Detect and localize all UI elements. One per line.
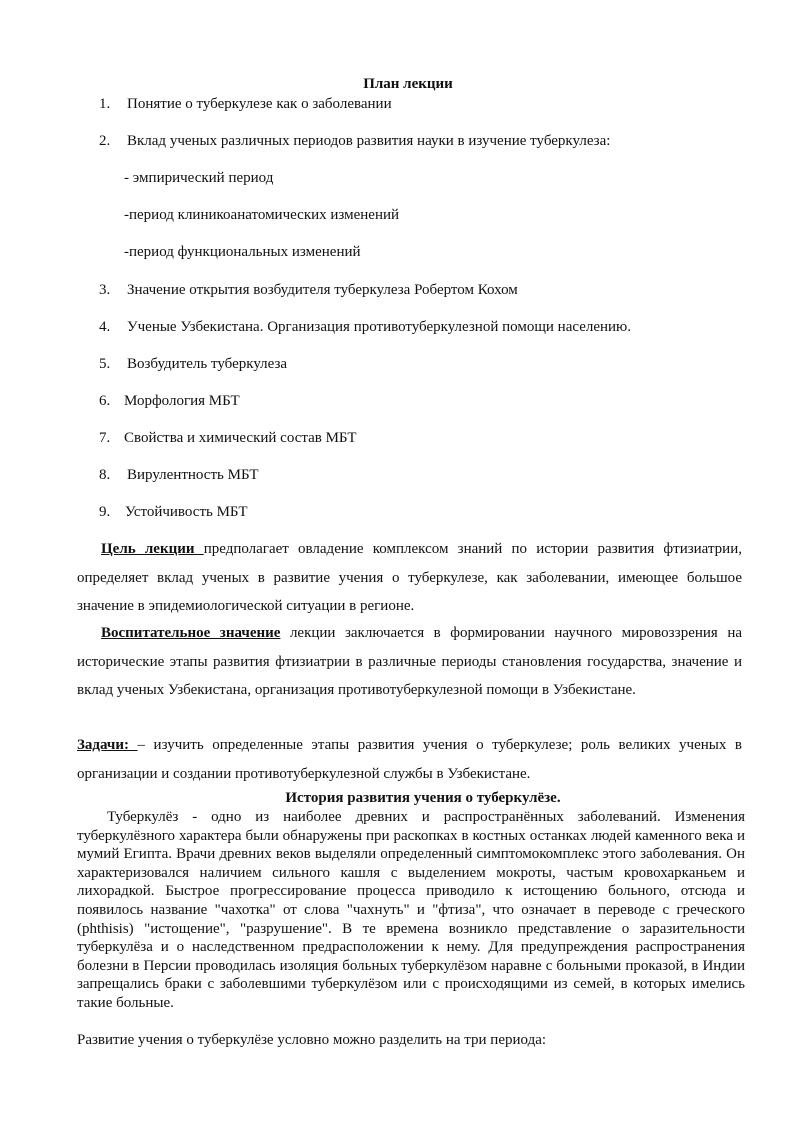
sub-item-empirical: - эмпирический период [124,170,274,186]
plan-item-7: 7. Свойства и химический состав МБТ [99,430,357,446]
sub-item-clinical: -период клиникоанатомических изменений [124,207,400,223]
plan-title: План лекции [363,76,453,92]
goal-paragraph: Цель лекции предполагает овладение комплексом знаний по истории развития фтизиатрии, определяет вклад ученых в развитие учения о туберкулезе, как заболевании, имеющее большое значение в эпидемиологической ситуации в регионе. [77,541,742,614]
goal-label: Цель лекции [101,541,204,557]
plan-item-3: 3. Значение открытия возбудителя туберкулеза Робертом Кохом [99,282,518,298]
history-title: История развития учения о туберкулёзе. [285,790,561,806]
plan-item-8: 8. Вирулентность МБТ [99,467,259,483]
plan-item-1: 1. Понятие о туберкулезе как о заболевании [99,96,392,112]
plan-item-9: 9. Устойчивость МБТ [99,504,248,520]
history-last-line: Развитие учения о туберкулёзе условно можно разделить на три периода: [77,1032,547,1048]
plan-item-2: 2. Вклад ученых различных периодов развития науки в изучение туберкулеза: [99,133,611,149]
history-paragraph: Туберкулёз - одно из наиболее древних и распространённых заболеваний. Изменения туберкулёзного характера были обнаружены при раскопках в костных останках людей каменного века и мумий Египта. Врачи древних веков выделяли определенный симптомокомплекс этого заболевания. Он характеризовался наличием сильного кашля с выделением мокроты, частым кровохарканьем и лихорадкой. Быстрое прогрессирование процесса приводило к истощению больного, отсюда и появилось название "чахотка" от слова "чахнуть" и "фтиза", что означает в переводе с греческого (phthisis) "истощение", "разрушение". В те времена возникло представление о заразительности туберкулёза и о наследственном предрасположении к нему. Для предупреждения распространения болезни в Персии проводилась изоляция больных туберкулёзом наравне с больными проказой, в Индии запрещались браки с заболевшими туберкулёзом или с происходящими из семей, в которых имелись такие больные. [77,809,745,1011]
tasks-label: Задачи: [77,737,138,753]
plan-item-4: 4. Ученые Узбекистана. Организация противотуберкулезной помощи населению. [99,319,632,335]
sub-item-functional: -период функциональных изменений [124,244,361,260]
plan-item-5: 5. Возбудитель туберкулеза [99,356,288,372]
educational-paragraph: Воспитательное значение лекции заключается в формировании научного мировоззрения на исторические этапы развития фтизиатрии в различные периоды становления государства, значение и вклад ученых Узбекистана, организация противотуберкулезной помощи в Узбекистане. [77,625,742,698]
tasks-paragraph: Задачи: – изучить определенные этапы развития учения о туберкулезе; роль великих ученых в организации и создании противотуберкулезной службы в Узбекистане. [77,737,742,782]
educational-label: Воспитательное значение [101,625,281,641]
plan-item-6: 6. Морфология МБТ [99,393,240,409]
